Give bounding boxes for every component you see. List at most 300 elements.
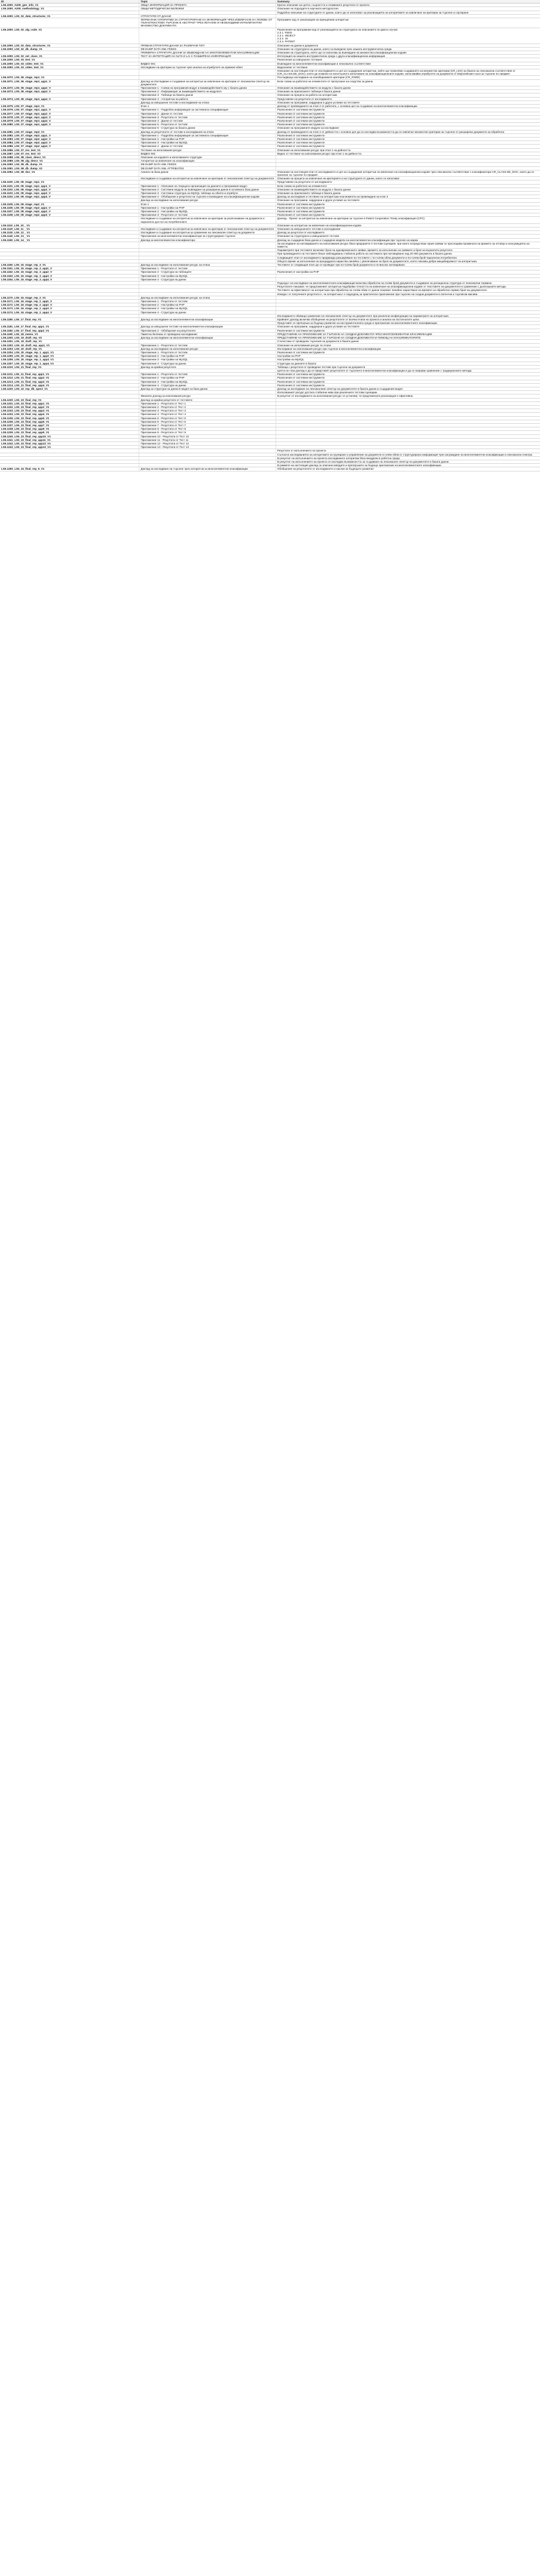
cell-topic	[139, 28, 275, 44]
cell-summary: Съгласно изследванията на алгоритмите за групиране и управление на документи в голям обем от структурирана информация чрез изграждане на многоелементни класификации и лексикални спектри.	[276, 453, 540, 456]
cell-id: LS6.1071_LS6_06_stage_rep1_app1_V	[1, 79, 51, 83]
cell-id: LS6.1088_LS6_08_class_descr_V1	[1, 155, 46, 159]
cell-topic: Приложение 5 - Резултати от тестове	[139, 123, 275, 126]
cell-summary: Описание на алгоритъм за извличане на класификационни кодове	[276, 224, 540, 227]
cell-id: LS6.1000_LS5_02_data_structures_V1	[1, 14, 51, 18]
cell-topic	[139, 293, 275, 296]
cell-id: LS6.1160_LS6_15_stage_rep_3_V1	[1, 263, 46, 267]
cell-topic: ОБЩИ МЕТОДИЧЕСКИ БЕЛЕЖКИ	[139, 7, 275, 10]
cell-summary: За изследване на натоварването на използвания ресурс бяха предприети 3 тестови сценария, при които посредством серия заявки се проследява промяната на времето за отговор и консумацията на паметта.	[276, 242, 540, 248]
cell-id: LS6.1182_LS6_17_final_rep_app2_V1	[1, 329, 49, 332]
cell-summary: Описание на подходите в научната методология	[276, 7, 540, 10]
cell-summary: Описание на процеса на извличане на критериите и на структурите от данни, които се използват.	[276, 177, 540, 180]
cell-id	[0, 217, 139, 223]
cell-summary: Разяснения от системни инструменти	[276, 384, 540, 387]
cell-topic: Приложение на многоелементни класификатори за структурирано търсене	[139, 235, 275, 237]
cell-id: LS6.1100_LS6_09_stage_rep1_V1	[1, 180, 45, 184]
cell-summary	[276, 409, 540, 412]
cell-id	[0, 293, 139, 296]
cell-topic: Доклад за структура на данни в модел за база данни	[139, 387, 275, 390]
cell-id: LS6.1237_LS6_23_final_rep_app7_V1	[1, 423, 49, 427]
cell-id: LS6.1106_LS6_09_stage_rep2_app1_V	[1, 206, 51, 209]
cell-summary: Таблици с резултати от проведени тестове при търсене на документи	[276, 366, 540, 369]
cell-topic: ОБЩА ИНФОРМАЦИЯ ЗА ПРОЕКТА	[139, 4, 275, 6]
cell-id	[0, 315, 139, 317]
cell-topic: Приложение 6 - Структура на базата данни	[139, 126, 275, 129]
cell-topic: Приложение 2 - Резултати от Тест 2	[139, 406, 275, 409]
cell-summary	[276, 278, 540, 281]
cell-topic: Приложение 4 - Данни от тестове	[139, 145, 275, 148]
cell-summary: Разяснения от системни инструменти	[276, 329, 540, 332]
cell-topic: Приложение 4 - Структура на данни	[139, 311, 275, 314]
cell-topic: Приложение 5 - Резултати от Тест 5	[139, 417, 275, 420]
cell-id: LS6.1220_LS6_22_rep_db_spect_V1	[1, 387, 48, 390]
cell-id: LS6.1150_LS6_14__V1	[1, 238, 31, 242]
cell-summary: Кратко описание на целта, същността и очакваните резултати от проекта	[276, 4, 540, 6]
cell-id	[0, 242, 139, 248]
cell-summary: Изследване на използвания ресурс при търсене в многоелементни класификации	[276, 347, 540, 350]
cell-id: LS6.1092_LS6_08_doc_V1	[1, 170, 35, 173]
cell-id: LS6.1000_A200_methodology_V1	[1, 7, 45, 11]
cell-summary: Описание на програмни, хардуерни и други условия за тестовете	[276, 101, 540, 104]
cell-summary: Разяснения от системни инструменти	[276, 119, 540, 122]
cell-topic: Изследване и създаване на алгоритъм за сравнение на лексикален спектър на документи	[139, 231, 275, 234]
cell-topic	[139, 58, 275, 61]
cell-summary	[276, 402, 540, 405]
cell-id: LS6.1089_LS6_08_alg_descr_V1	[1, 159, 43, 163]
cell-summary: Описание на структурата, която ще се използва за въвеждане на множество класификационни кодове	[276, 51, 540, 54]
cell-summary: Доклад за изследване на лексикалния спектър на документите в базата данни и създадения модел	[276, 387, 540, 390]
cell-summary: Разяснения от системни инструменти	[276, 141, 540, 144]
cell-summary: Доклад за резултати от изследването	[276, 231, 540, 234]
cell-id	[0, 256, 139, 259]
cell-summary: Разяснения от системни инструменти	[276, 380, 540, 383]
cell-id: LS6.1163_LS6_15_stage_rep_3_app3_V	[1, 274, 52, 277]
cell-id: LS6.1102_LS6_09_stage_rep1_app2_V	[1, 188, 51, 191]
cell-summary	[276, 406, 540, 409]
cell-id: LS6.1242_LS6_23_final_rep_app12_V1	[1, 441, 51, 445]
table-row[interactable]	[0, 28, 540, 44]
cell-id: LS6.1211_LS6_21_final_rep_app1_V1	[1, 373, 49, 376]
cell-topic: Приложение 2 - Данни от тестове	[139, 112, 275, 115]
cell-id	[0, 285, 139, 288]
header-topic: Topic	[139, 0, 275, 3]
cell-summary: Разяснения от системни инструменти	[276, 123, 540, 126]
cell-id: LS6.1090_LS6_08_db_dump_V1	[1, 163, 42, 166]
cell-topic: Приложение 1 - Резултати от тестове	[139, 300, 275, 303]
cell-summary: Представяне на резултати от изследването	[276, 180, 540, 183]
cell-topic: Приложение 4 - Обобщение и резултати на търсене и въвеждане на класификационни кодове	[139, 195, 275, 198]
cell-topic: Приложение 2 - Настройки на PHP	[139, 138, 275, 140]
cell-id: LS6.1120_LS6_11__V1	[1, 228, 30, 230]
cell-summary: Параметрите при тестовете включват броя на едновременните заявки, времето за изпълнение на заявките и броя на върнатите резултати.	[276, 249, 540, 252]
cell-summary: Въвеждане на многоелементни класификации и лексикално съответствие	[276, 62, 540, 65]
table-row[interactable]	[0, 170, 540, 177]
cell-summary: Доклад - Проект за алгоритъм за извличане на критерии за търсене в Patent Cooperation Treaty класификация (CPC)	[276, 217, 540, 223]
cell-summary	[276, 427, 540, 430]
cell-topic: Приложение 3 - Настройки на MySQL	[139, 141, 275, 144]
cell-id: LS6.1080_LS6_07_stage_rep1_app5_V	[1, 123, 51, 126]
cell-topic	[139, 249, 275, 252]
cell-topic	[139, 457, 275, 460]
cell-id: LS6.1173_LS6_16_stage_rep_2_app3_V	[1, 307, 52, 310]
cell-id: LS6.1082_LS6_07_stage_rep2_app1_V	[1, 133, 51, 137]
cell-topic: Доклад за Изследване и създаване на алгоритъм за извличане на критерии от лексикални спектър на документите	[139, 80, 275, 86]
cell-summary: Описание на настоящия етап от изследването и цел за създадения алгоритъм, който ще позволява създаването на множество критерии (CR_LEX) на базата на лексикални съответствия от (CR_CLASS.DE_DOC), което да позволи по-нататъшното използване на класификационните кодове, използвайки атрибутите на документи от Европейския съюз за търсене по предмет.	[276, 69, 540, 75]
cell-summary	[276, 15, 540, 18]
cell-topic: ПРОБНИ СТРУКТУРИ ДАННИ ЗА РАЗЛИЧНИ ТИП	[139, 44, 275, 47]
cell-topic: Доклад за извършени тестове на многоелементни класификации	[139, 325, 275, 328]
cell-id: LS6.1073_LS6_06_stage_rep1_app3_V	[1, 90, 51, 93]
cell-topic: Доклад за крайни резултати	[139, 366, 275, 369]
cell-summary	[276, 399, 540, 402]
cell-id: LS6.1101_LS6_09_stage_rep1_app1_V	[1, 184, 51, 188]
cell-topic: Доклад за изследване на използвания ресурс	[139, 199, 275, 202]
cell-summary: Следващият етап от изследването предвижда разширяване на тестовете с по-голям обем документи и по-голям брой паралелни потребители.	[276, 256, 540, 259]
cell-summary	[276, 424, 540, 427]
cell-id: LS6.1105_LS6_09_stage_rep2_V1	[1, 202, 45, 206]
cell-id: LS6.1181_LS6_17_final_rep_app1_V1	[1, 325, 49, 329]
cell-id: LS6.1000_LS6_03_test_V1	[1, 58, 35, 62]
cell-id	[0, 18, 139, 28]
cell-topic: Приложение 9 - Резултати от Тест 9	[139, 431, 275, 434]
cell-id: LS6.1206_LS6_20_stage_rep_1_app3_V1	[1, 358, 54, 362]
cell-id: LS6.1235_LS6_23_final_rep_app5_V1	[1, 416, 49, 420]
table-row[interactable]	[0, 217, 540, 223]
cell-summary	[276, 303, 540, 306]
cell-summary: Описание на структурата и извършените тестове	[276, 235, 540, 237]
cell-id	[0, 126, 139, 129]
cell-summary: Блок схема на работата на елементите от пропускане на сходства за данни	[276, 80, 540, 86]
cell-summary: Статистики от проведени търсения на документи в базата данни	[276, 340, 540, 343]
cell-id: LS6.1238_LS6_23_final_rep_app8_V1	[1, 427, 49, 431]
cell-summary	[276, 417, 540, 420]
cell-summary: Структура на данните в базата	[276, 362, 540, 365]
cell-topic	[139, 340, 275, 343]
cell-id: LS6.1243_LS6_23_final_rep_app13_V1	[1, 446, 51, 449]
cell-id: LS6.1000_LS6_02_alg_code_V1	[1, 28, 42, 31]
cell-summary: Представят се препоръки за бъдещо развитие на инструменталната среда и приложение на многоелементните класификации.	[276, 322, 540, 324]
cell-id: LS6.1236_LS6_23_final_rep_app6_V1	[1, 420, 49, 423]
table-row[interactable]	[0, 467, 540, 471]
cell-topic: Доклад за изследване на многоелементни класификации	[139, 336, 275, 339]
cell-topic: Финален доклад за използвания ресурс	[139, 394, 275, 397]
header-id: ID	[1, 0, 4, 3]
cell-id: LS6.1172_LS6_16_stage_rep_2_app2_V	[1, 303, 52, 307]
cell-topic: Изследване и създаване на алгоритъм за извличане на критерии за разпознаване на документи и паралелно достъп на потребителите	[139, 217, 275, 223]
cell-summary: ПРЕДСТАВЯНЕ НА ПРИЛОЖЕНИЕ ЗА ТЪРСЕНЕ НА СХОДНИ ДОКУМЕНТИ ЧРЕЗ МНОГОЕЛЕМЕНТНИ КЛАСИФИКАЦИИ	[276, 333, 540, 336]
cell-topic: Приложение 2 - Структура на таблиците	[139, 270, 275, 273]
cell-summary	[276, 300, 540, 303]
cell-topic: Изследване и създаване на алгоритъм за извличане на критерии от лексикалния спектър на документите	[139, 177, 275, 180]
cell-id: LS6.1000_LS6_02_db_dump_V1	[1, 47, 42, 51]
cell-topic: Приложение 1 - Подробна информация за системната спецификация	[139, 134, 275, 137]
cell-topic: Приложение 4 - Алгоритъм на работа	[139, 98, 275, 101]
cell-id	[0, 391, 139, 394]
table-body	[0, 4, 540, 471]
cell-summary: Използваният ресурс достига стабилни нива при различните тестови сценарии.	[276, 391, 540, 394]
cell-id: LS6.1104_LS6_09_stage_rep1_app4_V	[1, 195, 51, 199]
spreadsheet	[0, 0, 540, 471]
cell-topic	[139, 282, 275, 285]
cell-summary: Изследването обхваща сравнение на лексикалния спектър на документите при различни конфигурации на параметрите на алгоритъма.	[276, 315, 540, 317]
cell-summary	[276, 442, 540, 445]
cell-topic: Приложение 3 - Таблици на базата данни	[139, 93, 275, 96]
cell-topic: Приложение 3 - Резултати от Тест 3	[139, 409, 275, 412]
cell-id	[0, 460, 139, 463]
cell-summary	[276, 435, 540, 438]
cell-id	[0, 369, 139, 372]
cell-summary: Доклад от провеждането на етап 2 от работата, с основна цел за създаване на многоелементни класификации	[276, 105, 540, 108]
cell-summary: При провеждането на тестовете беше наблюдавана стабилна работа на системата при натоварване над 20 000 документа в базата данни.	[276, 252, 540, 255]
cell-summary: Описание на прилаганите таблици в базата данни	[276, 192, 540, 195]
cell-topic: Приложение 1 - Настройки на PHP	[139, 206, 275, 209]
cell-topic: Приложение 2 - Системни модули за въвеждане на разширени данни в основната база данни	[139, 188, 275, 191]
cell-topic	[139, 224, 275, 227]
cell-topic: Приложение 3 - Настройки на MySQL	[139, 380, 275, 383]
cell-id: LS6.1140_LS6_13__V1	[1, 235, 31, 238]
cell-summary: Описание на програмни, хардуерни и други условия за тестовете	[276, 199, 540, 202]
cell-id: LS6.1233_LS6_23_final_rep_app3_V1	[1, 409, 49, 413]
cell-topic: Приложение 1 - Описание на текущата организация на данните и програмния модул	[139, 185, 275, 188]
cell-summary: ПРЕДСТАВЯНЕ НА ПРИЛОЖЕНИЕ ЗА ТЪРСЕНЕ НА СХОДНИ ДОКУМЕНТИ И ПОМОЩ НА КЛАСИФИКАТОРИТЕ	[276, 336, 540, 339]
cell-topic	[139, 453, 275, 456]
cell-topic	[139, 285, 275, 288]
cell-id: LS6.1081_LS6_07_stage_rep2_V1	[1, 130, 45, 133]
cell-id: LS6.1232_LS6_23_final_rep_app2_V1	[1, 405, 49, 409]
cell-topic: Приложение 12 - Резултати от Тест 12	[139, 442, 275, 445]
cell-id: LS6.1190_LS6_18_memo_V1	[1, 332, 38, 336]
cell-topic: Доклад за изследване на използвания ресурс на етапа	[139, 296, 275, 299]
cell-id: LS6.1207_LS6_20_stage_rep_1_app4_V1	[1, 362, 54, 365]
cell-summary: Крайният доклад включва обобщение на резултатите от всички етапи на проекта и анализ на постигнатите цели.	[276, 318, 540, 321]
cell-id: LS6.1214_LS6_21_final_rep_app4_V1	[1, 383, 49, 387]
cell-topic: ВИДЕО 002	[139, 152, 275, 155]
cell-summary: Описание на настоящия етап от изследването и цел за създадения алгоритъм за извличане на класификационни кодове чрез лексикално съответствие с класификатори CR_CLASS.DE_DOC, които да се прилагат за търсене по предмет.	[276, 170, 540, 176]
cell-topic: Приложение 8 - Резултати от Тест 8	[139, 427, 275, 430]
cell-id: LS6.1107_LS6_09_stage_rep2_app2_V	[1, 209, 51, 213]
cell-topic: Изследване и създаване на алгоритъм за извличане на критерии от лексикалния спектър на документите	[139, 228, 275, 230]
cell-summary: Разяснения от системни инструменти	[276, 373, 540, 376]
cell-topic: Приложение 2 - Настройки на PHP	[139, 303, 275, 306]
cell-id	[0, 11, 139, 14]
cell-topic: Описание на кодовете и използваните структури	[139, 156, 275, 159]
cell-summary: Разяснения от системни инструменти	[276, 213, 540, 216]
cell-id: LS6.1076_LS6_07_stage_rep1_app1_V	[1, 108, 51, 112]
cell-topic: Доклад за изследване на използвания ресурс	[139, 347, 275, 350]
cell-id: LS6.1000_A200_gen_info_V1	[1, 4, 39, 7]
cell-id: LS6.1230_LS6_23_final_rep_V1	[1, 398, 42, 402]
cell-topic: ПРИМЕРНА СТРУКТУРА ДАННИ ЗА ВЪВЕЖДАНЕ НА МНОГОЕЛЕМЕНТНИ КЛАСИФИКАЦИИ	[139, 51, 275, 54]
cell-id: LS6.1240_LS6_23_final_rep_app10_V1	[1, 434, 51, 438]
cell-topic: Доклад за изследване на използвания ресурс на етапа	[139, 263, 275, 266]
cell-id	[0, 449, 139, 452]
cell-topic: Алгоритъм за извличане на класификации	[139, 159, 275, 162]
cell-summary: В резултат на изпълнението на проекта се изследва възможността за създаване на лексикален спектър на документите в базата данни.	[276, 460, 540, 463]
cell-id: LS6.1210_LS6_21_final_rep_V1	[1, 365, 42, 369]
cell-topic: Приложение 4 - Структура на данни	[139, 278, 275, 281]
cell-id: LS6.1205_LS6_20_stage_rep_1_app2_V1	[1, 354, 54, 358]
cell-summary: Интеграция на нашата инструментална среда с друга класификационна информация	[276, 55, 540, 58]
cell-summary: Разяснения от системни инструменти	[276, 351, 540, 354]
cell-id: LS6.1170_LS6_16_stage_rep_2_V1	[1, 296, 46, 299]
cell-id	[0, 69, 139, 75]
cell-id	[0, 177, 139, 180]
cell-topic	[139, 449, 275, 452]
cell-id: LS6.1091_LS6_08_db_dump_V2	[1, 166, 42, 170]
cell-id	[0, 457, 139, 460]
cell-topic	[139, 369, 275, 372]
cell-topic: Приложение 6 - Резултати от Тест 6	[139, 420, 275, 423]
cell-summary	[276, 163, 540, 166]
cell-topic: Приложение 11 - Резултати от Тест 11	[139, 439, 275, 441]
cell-topic: ТЕСТ ЗА ИНТЕГРАЦИЯ НА NLTS И LAI С РАЗШИРЕНА ИНФОРМАЦИЯ	[139, 55, 275, 58]
cell-topic: DB DUMP DATA XML ATTRIBUTES	[139, 167, 275, 170]
table-row[interactable]	[0, 18, 540, 28]
header-summary: Summary	[276, 0, 540, 3]
cell-topic: Тестване на използвания ресурс	[139, 149, 275, 152]
cell-summary: Разяснения на програмния код от реализацията на структурата на описанието по двата случая: 2.3.1. FEED 2.3.1. OBJECT 2.3.2. JS 2.3.4. PATENT	[276, 28, 540, 44]
cell-summary: Описание на данни и документи	[276, 44, 540, 47]
cell-id: LS6.1078_LS6_07_stage_rep1_app3_V	[1, 115, 51, 119]
cell-topic: Приложение 1 - Резултати от тестове	[139, 373, 275, 376]
cell-id: LS6.1084_LS6_07_stage_rep2_app3_V	[1, 141, 51, 145]
cell-topic	[139, 242, 275, 248]
cell-summary: Разяснения от системни инструменти	[276, 116, 540, 119]
cell-id: LS6.1212_LS6_21_final_rep_app2_V1	[1, 376, 49, 380]
cell-id	[0, 93, 139, 96]
cell-id: LS6.1110_LS6_10__V1	[1, 223, 30, 227]
cell-id: LS6.1241_LS6_23_final_rep_app11_V1	[1, 438, 51, 441]
cell-summary: Описание на програмни, хардуерни и други условия за тестовете	[276, 325, 540, 328]
cell-summary: Разяснения от системни инструменти	[276, 138, 540, 140]
cell-id: LS6.1075_LS6_07_stage_rep1_V1	[1, 105, 45, 108]
cell-id	[0, 282, 139, 285]
cell-summary: Настройки на MySQL	[276, 358, 540, 361]
cell-summary: Разяснения от системни инструменти	[276, 112, 540, 115]
cell-summary: Описание на прилаганите таблици в базата данни	[276, 90, 540, 93]
cell-topic	[139, 464, 275, 467]
cell-id: LS6.1083_LS6_07_stage_rep2_app2_V	[1, 137, 51, 140]
cell-topic: Доклад за резултатите от тестове и изследвания на етапа	[139, 131, 275, 133]
cell-summary: Разяснения от системни инструменти	[276, 145, 540, 148]
cell-id	[0, 453, 139, 456]
cell-summary	[276, 439, 540, 441]
cell-summary: Видеозапис от тестване	[276, 66, 540, 69]
cell-summary: Разяснения от системни инструменти	[276, 210, 540, 213]
cell-summary: Разяснения от системни инструменти	[276, 108, 540, 111]
cell-id	[0, 199, 139, 202]
cell-summary: Описание на взаимодействието на модула с базата данни	[276, 188, 540, 191]
cell-summary: Доклад за създадени база данни и създадени модели на многоелементни класификации при търсене на марки	[276, 239, 540, 242]
cell-summary: Разяснения от системни инструменти	[276, 203, 540, 206]
cell-summary: Програмен код от реализация на принципния алгоритъм	[276, 18, 540, 28]
table-row[interactable]	[0, 80, 540, 86]
cell-id	[0, 101, 139, 104]
cell-topic: СТРУКТУРИ ОТ ДАННИ	[139, 15, 275, 18]
cell-id: LS6.1231_LS6_23_final_rep_app1_V1	[1, 402, 49, 405]
cell-id: LS6.1070_LS6_06_stage_rep1_V1	[1, 76, 45, 79]
cell-id: LS6.1174_LS6_16_stage_rep_2_app4_V	[1, 310, 52, 314]
cell-id: LS6.1164_LS6_15_stage_rep_3_app4_V	[1, 277, 52, 281]
cell-topic: Приложение 3 - Системна структура на MySQL таблици за обекти и атрибути	[139, 192, 275, 195]
cell-id: LS6.1000_LS6_02_set_class_V1	[1, 55, 42, 58]
cell-id	[0, 394, 139, 397]
cell-topic: Приложение 1 - Резултати от тестове	[139, 351, 275, 354]
cell-summary: Настройки на PHP	[276, 354, 540, 357]
cell-topic: Приложение 2 - Настройки на MySQL	[139, 210, 275, 213]
cell-id: LS6.1200_LS6_19_draft_rep_V2	[1, 336, 42, 340]
table-row[interactable]	[0, 69, 540, 76]
cell-summary: Описание на използвания ресурс по етапи	[276, 344, 540, 347]
cell-summary: Разяснения от системни инструменти	[276, 206, 540, 209]
cell-summary: Описание на използвания ресурс при етап 1 на дейността	[276, 149, 540, 152]
cell-id: LS6.1213_LS6_21_final_rep_app3_V1	[1, 380, 49, 383]
cell-topic: Приложение 4 - Структура на данни	[139, 362, 275, 365]
cell-summary: Блок схема на работата на елементите	[276, 185, 540, 188]
cell-summary: Общото време за изпълнение на процедурата нараства линейно с увеличаване на броя на документите, което показва добра мащабируемост на алгоритъма.	[276, 260, 540, 263]
cell-topic: ВИДЕО 001	[139, 62, 275, 65]
cell-topic: Изследване на критерии за търсене чрез анализ на атрибутите на правния обект	[139, 66, 275, 69]
table-row[interactable]	[0, 242, 540, 249]
cell-topic: Приложение 3 - Резултати от тестове	[139, 213, 275, 216]
cell-summary: Резултатите показват, че предложеният алгоритъм подобрява точността на извличане на класификационни кодове от текстовете на документите в сравнение с досегашните методи.	[276, 285, 540, 288]
cell-summary	[276, 431, 540, 434]
cell-topic: Паметна бележка от проведени изследвания	[139, 333, 275, 336]
cell-topic: Приложение 4 - Структура на данни	[139, 384, 275, 387]
cell-topic: Приложение 3 - Настройки на MySQL	[139, 275, 275, 277]
cell-id: LS6.1202_LS6_19_draft_rep_app1_V1	[1, 343, 50, 347]
cell-topic	[139, 391, 275, 394]
cell-id	[0, 252, 139, 255]
cell-topic: Етап 1	[139, 105, 275, 108]
cell-summary: Изводът от получените резултати е, че алгоритъмът е подходящ за практическо приложение при търсене на сходни документи в патентни и търговски масиви.	[276, 293, 540, 296]
cell-id	[0, 289, 139, 292]
cell-summary	[276, 275, 540, 277]
cell-id: LS6.1072_LS6_06_stage_rep1_app2_V	[1, 86, 51, 90]
cell-id: LS6.1239_LS6_23_final_rep_app9_V1	[1, 431, 49, 434]
cell-id: LS6.1087_LS6_07_res_test_V2	[1, 152, 41, 155]
cell-topic: Приложение 1 - Резултати от тестове	[139, 267, 275, 270]
cell-id	[0, 464, 139, 467]
cell-summary: Представяне на резултати от изследването	[276, 98, 540, 101]
cell-summary: В рамките на настоящия доклад са описани изводите и препоръките за бъдещо приложение на многоелементните класификации.	[276, 464, 540, 467]
cell-id: LS6.1204_LS6_20_stage_rep_1_app1_V1	[1, 350, 54, 354]
cell-topic	[139, 69, 275, 75]
cell-topic	[139, 256, 275, 259]
cell-topic: ФОРМАЛНИ АЛГОРИТМИ ЗА СТРУКТУРИРАНЕ НА ИНФОРМАЦИЯ ЧРЕЗ ИЗВЛИЧАНЕ НА ПОЛЕВА ОТ ПЪЛНОТЕКСТОВО ТЪРСЕНЕ В АБСТРАКТ ЧРЕЗ ЛЕГАЛНИ И НЕОБХОДИМИ ИНТЕЛИГЕНТНИ МНОЖЕСТВО ДОКУМЕНТИ.	[139, 18, 275, 28]
cell-topic: Приложение 4 - Данни от тестове	[139, 119, 275, 122]
cell-topic: DB DUMP DATA XML FEEDS	[139, 48, 275, 51]
cell-topic: Приложение 10 - Резултати от Тест 10	[139, 435, 275, 438]
cell-id: LS6.1234_LS6_23_final_rep_app4_V1	[1, 413, 49, 416]
cell-topic: Приложение 13 - Резултати от Тест 13	[139, 446, 275, 449]
cell-summary: Последващо изследване на неизбираемите критерии (CR_RSRE)	[276, 76, 540, 79]
cell-summary	[276, 159, 540, 162]
cell-summary: Резултати от изпълнението на проекта	[276, 449, 540, 452]
cell-id: LS6.1000_LS5_02_data_structures_V1	[1, 44, 51, 47]
cell-topic: DB DUMP DATA XML FEEDS	[139, 163, 275, 166]
cell-summary	[276, 156, 540, 159]
cell-summary	[276, 446, 540, 449]
cell-id	[0, 260, 139, 263]
cell-id: LS6.1079_LS6_07_stage_rep1_app4_V	[1, 119, 51, 122]
cell-id	[0, 51, 139, 54]
cell-summary: В резултат на изпълнението на проекта изследваните алгоритми бяха внедрени в работна среда.	[276, 457, 540, 460]
cell-id: LS6.1130_LS6_12__V1	[1, 231, 31, 235]
cell-summary: Описание на извършените тестове и изследвания	[276, 228, 540, 230]
cell-topic: Приложение 1 - Резултати от тестове	[139, 344, 275, 347]
